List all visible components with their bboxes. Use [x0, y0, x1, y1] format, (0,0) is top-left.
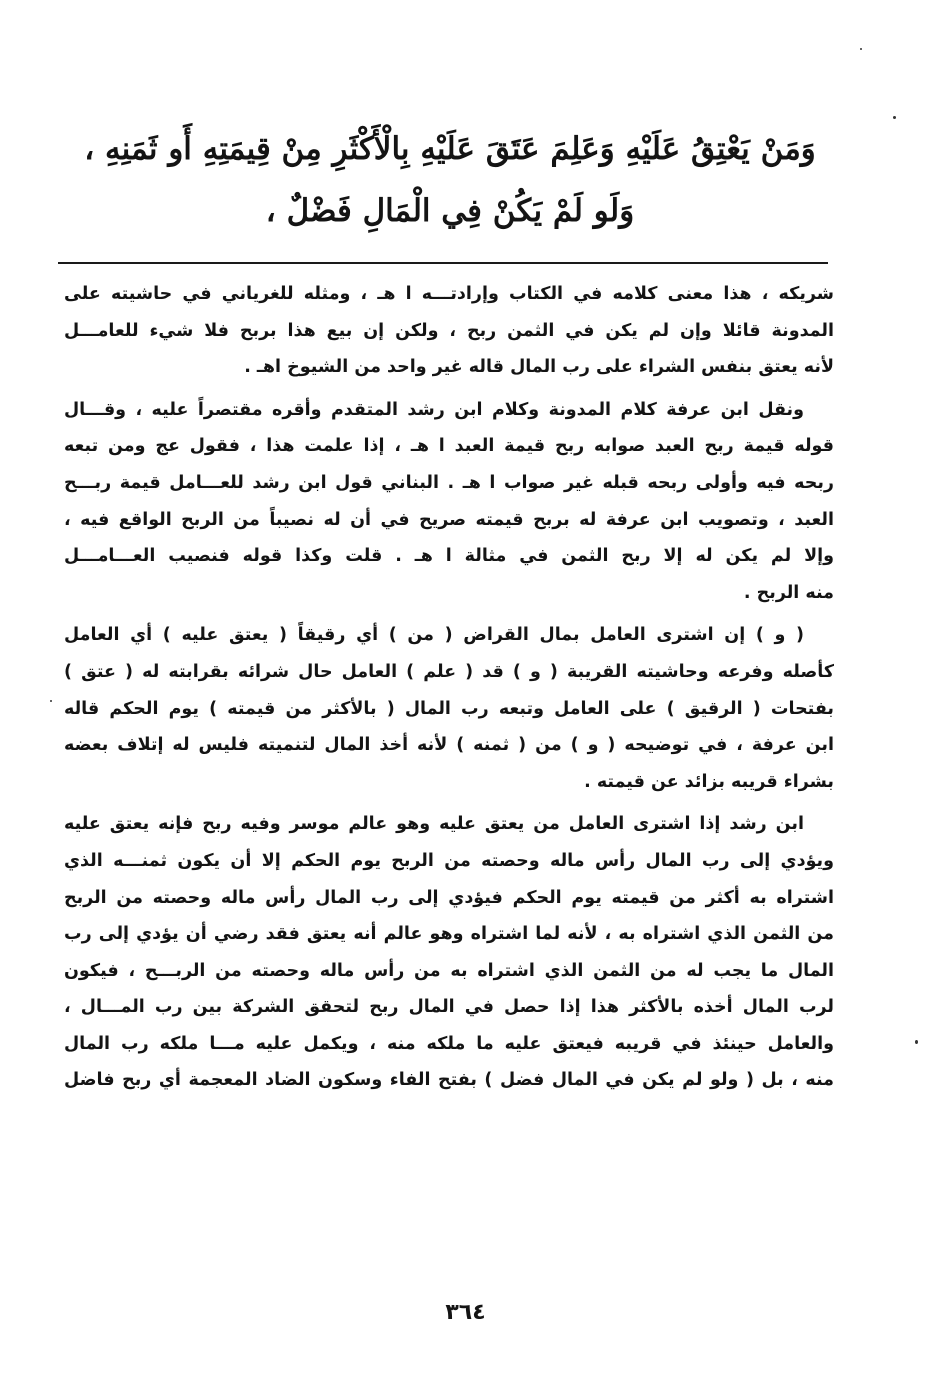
header-divider	[58, 262, 828, 264]
text-line: العبد ، وتصويب ابن عرفة له بربح قيمته صريح في أن له نصيباً من الربح الواقع فيه ،	[64, 509, 834, 530]
text-line: قوله قيمة ربح العبد صوابه ربح قيمة العبد ا هـ ، إذا علمت هذا ، فقول عج ومن تبعه	[64, 436, 834, 457]
text-line: بشراء قريبه بزائد عن قيمته .	[584, 771, 834, 792]
text-line: اشتراه به أكثر من قيمته يوم الحكم فيؤدي إلى رب المال رأس ماله وحصته من الربح	[64, 887, 834, 908]
text-line: وإلا لم يكن له إلا ربح الثمن في مثالة ا هـ . قلت وكذا قوله فنصيب العـــامـــل	[64, 546, 834, 567]
paragraph	[64, 617, 834, 800]
paragraph	[64, 276, 834, 386]
paragraph	[64, 806, 834, 1099]
text-line: ويؤدي إلى رب المال رأس ماله وحصته من الربح يوم الحكم إلا أن يكون ثمنـــه الذي	[64, 850, 834, 871]
text-line: ابن رشد إذا اشترى العامل من يعتق عليه وهو عالم موسر وفيه ربح فإنه يعتق عليه	[64, 814, 804, 835]
text-line: كأصله وفرعه وحاشيته القريبة ( و ) قد ( علم ) العامل حال شرائه بقرابته له ( عتق )	[64, 661, 834, 682]
header-line: وَمَنْ يَعْتِقُ عَلَيْهِ وَعَلِمَ عَتَقَ عَلَيْهِ بِالْأَكْثَرِ مِنْ قِيمَتِهِ أَو ثَمَنِهِ ،	[84, 131, 816, 167]
paragraph	[64, 392, 834, 612]
commentary-text	[64, 276, 834, 1105]
text-line: ( و ) إن اشترى العامل بمال القراض ( من ) أي رقيقاً ( يعتق عليه ) أي العامل	[64, 625, 804, 646]
text-line: بفتحات ( الرقيق ) على العامل وتبعه رب المال ( بالأكثر من قيمته ) يوم الحكم قاله	[64, 698, 834, 719]
text-line: ونقل ابن عرفة كلام المدونة وكلام ابن رشد المتقدم وأقره مقتصراً عليه ، وقـــال	[64, 399, 804, 420]
text-line: منه الربح .	[743, 582, 834, 603]
header-line: وَلَو لَمْ يَكُنْ فِي الْمَالِ فَضْلٌ ،	[265, 193, 635, 229]
text-line: ابن عرفة ، في توضيحه ( و ) من ( ثمنه ) لأنه أخذ المال لتنميته فليس له إتلاف بعضه	[64, 735, 834, 756]
text-line: لأنه يعتق بنفس الشراء على رب المال قاله غير واحد من الشيوخ اهـ .	[244, 357, 834, 378]
text-line: المال ما يجب له من الثمن الذي اشتراه به من رأس ماله وحصته من الربـــح ، فيكون	[64, 960, 834, 981]
text-line: منه ، بل ( ولو لم يكن في المال فضل ) بفتح الفاء وسكون الضاد المعجمة أي ربح فاضل	[64, 1070, 834, 1091]
page-number: ٣٦٤	[445, 1300, 486, 1325]
text-line: المدونة قائلا وإن لم يكن في الثمن ربح ، ولكن إن بيع هذا بربح فلا شيء للعامـــل	[64, 320, 834, 341]
text-line: من الثمن الذي اشتراه به ، لأنه لما اشتراه وهو عالم أنه يعتق فقد رضي أن يؤدي إلى رب	[64, 924, 834, 945]
text-line: لرب المال أخذه بالأكثر هذا إذا حصل في المال ربح لتحقق الشركة بين رب المـــال ،	[64, 997, 834, 1018]
scan-speck	[915, 1040, 918, 1044]
text-line: ربحه فيه وأولى ربحه قبله غير صواب ا هـ . البناني قول ابن رشد للعـــامل قيمة ربـــح	[64, 472, 834, 493]
verse-header	[70, 118, 830, 242]
text-line: شريكه ، هذا معنى كلامه في الكتاب وإرادتـــه ا هـ ، ومثله للغرياني في حاشيته على	[64, 284, 834, 304]
scan-speck	[893, 116, 896, 119]
scan-speck	[860, 48, 862, 50]
text-line: والعامل حينئذ في قريبه فيعتق عليه ما ملكه منه ، ويكمل عليه مـــا ملكه رب المال	[64, 1033, 834, 1054]
scan-speck	[50, 700, 52, 702]
